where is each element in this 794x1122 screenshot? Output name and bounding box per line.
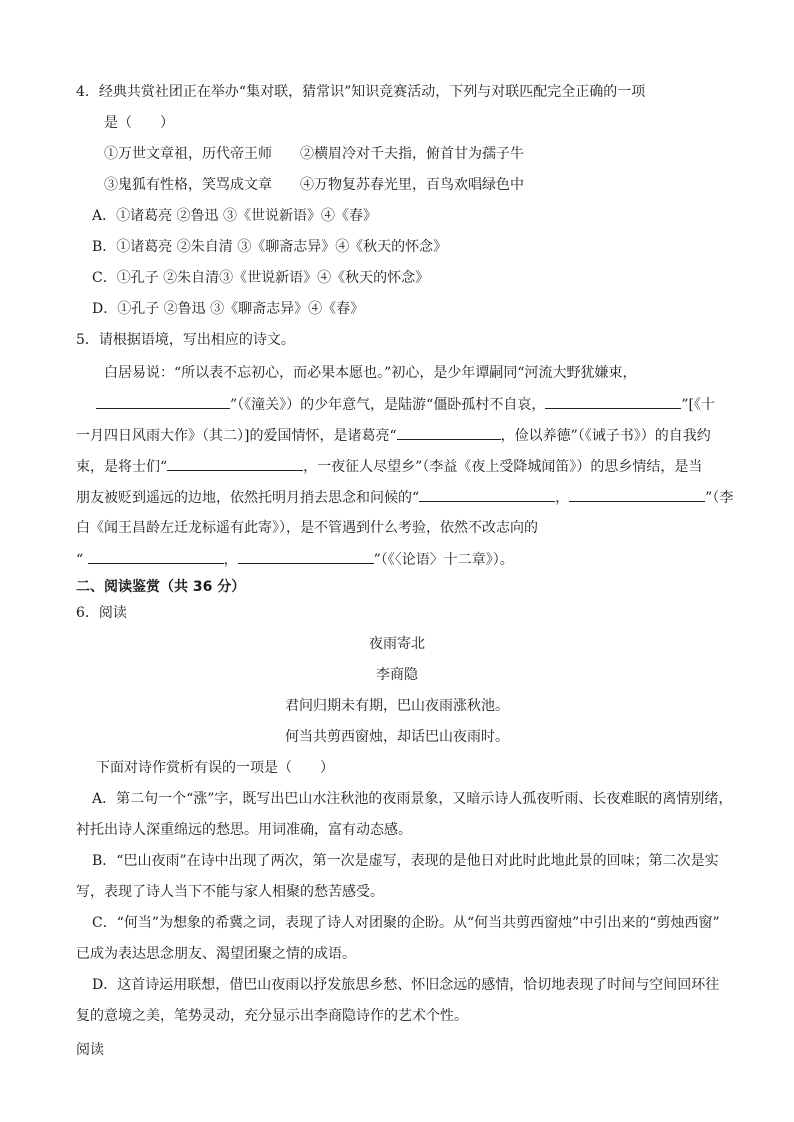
q6-option-d-line1: D．这首诗运用联想，借巴山夜雨以抒发旅思乡愁、怀旧念远的感情，恰切地表现了时间与空间回环往 (92, 977, 720, 993)
q6-option-c-line2: 已成为表达思念朋友、渴望团聚之情的成语。 (76, 946, 356, 962)
q6-option-b-line1: B．“巴山夜雨”在诗中出现了两次，第一次是虚写，表现的是他日对此时此地此景的回味；第二次是实 (92, 853, 719, 869)
q5-para-line4: 束，是将士们“ ，一夜征人尽望乡”（李益《夜上受降城闻笛》）的思乡情结，是当 (76, 456, 702, 477)
q4-couplet-2: ②横眉冷对千夫指，俯首甘为孺子牛 (300, 146, 524, 162)
q6-label: 6．阅读 (76, 605, 127, 621)
answer-blank-7[interactable] (88, 549, 224, 564)
poem-title: 夜雨寄北 (369, 636, 425, 652)
q4-couplet-4: ④万物复苏春光里，百鸟欢唱绿色中 (300, 177, 524, 193)
poem-line-2: 何当共剪西窗烛，却话巴山夜雨时。 (285, 729, 509, 745)
q4-couplet-1: ①万世文章祖，历代帝王师 (104, 146, 272, 162)
q6-option-a-line1: A．第二句一个“涨”字，既写出巴山水注秋池的夜雨景象，又暗示诗人孤夜听雨、长夜难眠的离情别绪， (92, 791, 733, 807)
answer-blank-2[interactable] (545, 394, 681, 409)
q5-para-line2: ”（《潼关》）的少年意气，是陆游“僵卧孤村不自哀， ”[《十 (96, 394, 715, 415)
q5-stem: 5．请根据语境，写出相应的诗文。 (76, 332, 295, 348)
q5-para-line3: 一月四日风雨大作》（其二）]的爱国情怀，是诸葛亮“ ，俭以养德”（《诫子书》）的自我约 (76, 425, 711, 446)
q5-para-line7: “ ， ”（《〈论语〉十二章》）。 (76, 549, 514, 570)
q4-option-b: B．①诸葛亮 ②朱自清 ③《聊斋志异》④《秋天的怀念》 (92, 239, 448, 255)
q4-stem-line1: 4．经典共赏社团正在举办“集对联，猜常识”知识竞赛活动，下列与对联匹配完全正确的一项 (76, 84, 646, 100)
answer-blank-5[interactable] (419, 487, 555, 502)
answer-blank-4[interactable] (167, 456, 303, 471)
section-heading: 二、阅读鉴赏（共 36 分） (76, 579, 246, 595)
poem-author: 李商隐 (376, 667, 418, 683)
q4-option-c: C．①孔子 ②朱自清③《世说新语》④《秋天的怀念》 (92, 270, 430, 286)
q4-option-a: A．①诸葛亮 ②鲁迅 ③《世说新语》④《春》 (92, 208, 378, 224)
q4-option-d: D．①孔子 ②鲁迅 ③《聊斋志异》④《春》 (92, 301, 365, 317)
footer-read-label: 阅读 (76, 1042, 104, 1058)
q5-para-line6: 白《闻王昌龄左迁龙标遥有此寄》），是不管遇到什么考验，依然不改志向的 (76, 520, 538, 536)
q6-option-a-line2: 衬托出诗人深重绵远的愁思。用词准确，富有动态感。 (76, 822, 412, 838)
q5-para-line5: 朋友被贬到遥远的边地，依然托明月捎去思念和问候的“ ， ”（李 (76, 487, 733, 508)
answer-blank-1[interactable] (96, 394, 230, 409)
answer-blank-3[interactable] (397, 425, 501, 440)
q6-question: 下面对诗作赏析有误的一项是（ ） (96, 760, 334, 776)
q4-stem-line2: 是（ ） (104, 115, 174, 131)
q6-option-b-line2: 写，表现了诗人当下不能与家人相聚的愁苦感受。 (76, 884, 384, 900)
q6-option-d-line2: 复的意境之美，笔势灵动，充分显示出李商隐诗作的艺术个性。 (76, 1008, 468, 1024)
q6-option-c-line1: C．“何当”为想象的希冀之词，表现了诗人对团聚的企盼。从“何当共剪西窗烛”中引出来的“剪烛西窗” (92, 915, 720, 931)
q5-para-line1: 白居易说：“所以表不忘初心，而必果本愿也。”初心，是少年谭嗣同“河流大野犹嫌束， (104, 365, 637, 381)
answer-blank-6[interactable] (569, 487, 705, 502)
q4-couplet-3: ③鬼狐有性格，笑骂成文章 (104, 177, 272, 193)
answer-blank-8[interactable] (238, 549, 374, 564)
poem-line-1: 君问归期未有期，巴山夜雨涨秋池。 (285, 698, 509, 714)
